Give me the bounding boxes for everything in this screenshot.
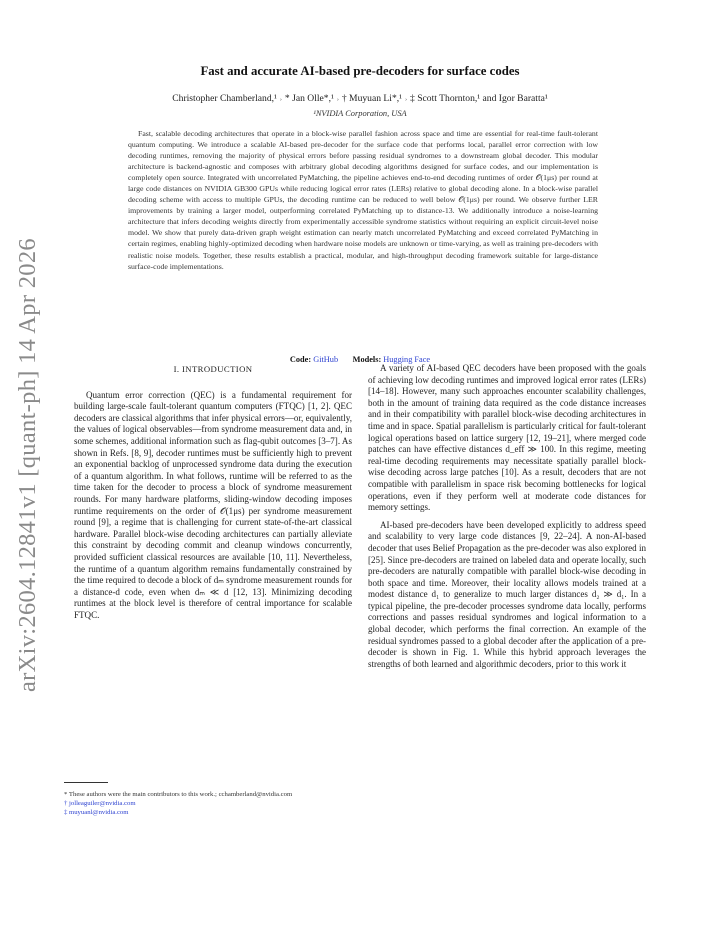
right-column bbox=[368, 363, 646, 670]
author-list: Christopher Chamberland,¹ ˒ * Jan Olle*,¹ ˒ † Muyuan Li*,¹ ˒ ‡ Scott Thornton,¹ and Igor Baratta¹ bbox=[172, 93, 548, 104]
code-label: Code: bbox=[289, 355, 312, 364]
paper-title: Fast and accurate AI-based pre-decoders for surface codes bbox=[200, 64, 520, 78]
section-heading: I. INTRODUCTION bbox=[173, 364, 253, 374]
arxiv-identifier-stamp: arXiv:2604.12841v1 [quant-ph] 14 Apr 2026 bbox=[14, 238, 41, 692]
intro-paragraph: Quantum error correction (QEC) is a fundamental requirement for building large-scale fault-tolerant quantum computers (FTQC) [1, 2]. QEC decoders are classical algorithms that infer physical errors—or, equivalently, the values of logical observables—from syndrome measurement data and, in some schemes, additional information such as flag-qubit outcomes [3–7]. As shown in Refs. [8, 9], decoder runtimes must be sufficiently high to prevent an exponential backlog of unprocessed syndrome data during the execution of a quantum algorithm. In what follows, runtime will be referred to as the time taken for the decoder to process a block of syndrome measurement rounds. For many hardware platforms, sliding-window decoding imposes runtime requirements on the order of 𝒪(1μs) per syndrome measurement round [9], a regime that is challenging for current state-of-the-art classical hardware. Parallel block-wise decoding architectures can partially alleviate this constraint by decoding commit and cleanup windows concurrently, provided sufficient classical resources are available [10, 11]. Nevertheless, the runtime of a quantum algorithm remains fundamentally constrained by the time required to decode a block of dₘ syndrome measurement rounds for a distance-d code, even when dₘ ≪ d [12, 13]. Minimizing decoding runtimes at the block level is therefore of central importance for scalable FTQC. bbox=[74, 389, 352, 620]
footnotes bbox=[64, 790, 364, 817]
footnote-contributors: * These authors were the main contributors to this work.; cchamberland@nvidia.com bbox=[64, 791, 293, 798]
github-link[interactable]: GitHub bbox=[313, 355, 339, 364]
footnote-rule bbox=[64, 782, 108, 783]
models-label: Models: bbox=[352, 355, 382, 364]
footnote-email[interactable]: ‡ muyuanl@nvidia.com bbox=[64, 809, 129, 816]
body-paragraph: AI-based pre-decoders have been developed explicitly to address speed and scalability to very large code distances [9, 22–24]. A non-AI-based decoder that uses Belief Propagation as the pre-decoder was also explored in [25]. Since pre-decoders are trained on labeled data and operate locally, such pre-decoders are naturally compatible with parallel block-wise decoding in both space and time. Moreover, their locality allows models trained at a modest distance d₁ to generalize to much larger distances d₂ ≫ d₁. In a typical pipeline, the pre-decoder processes syndrome data locally, performs corrections and passes residual syndromes and logical information to a global decoder, which performs the final correction. An example of the residual syndromes passed to a global decoder after the application of a pre-decoder is shown in Fig. 1. While this hybrid approach leverages the strengths of both learned and algorithmic decoders, prior to this work it bbox=[368, 519, 646, 669]
left-column bbox=[74, 360, 352, 621]
footnote-email[interactable]: † jolleaguiler@nvidia.com bbox=[64, 800, 136, 807]
abstract: Fast, scalable decoding architectures that operate in a block-wise parallel fashion across space and time are essential for real-time fault-tolerant quantum computing. We introduce a scalable AI-based pre-decoder for the surface code that performs local, parallel error correction with low decoding runtimes, removing the majority of physical errors before passing residual syndromes to a downstream global decoder. This modular architecture is backend-agnostic and composes with arbitrary global decoding algorithms designed for surface codes, and our implementation is completely open source. Integrated with uncorrelated PyMatching, the pipeline achieves end-to-end decoding runtimes of order 𝒪(1μs) per round at large code distances on NVIDIA GB300 GPUs while reducing logical error rates (LERs) relative to global decoding alone. In a block-wise parallel decoding scheme with access to multiple GPUs, the decoding runtime can be reduced to well below 𝒪(1μs) per round. We observe further LER improvements by training a larger model, outperforming correlated PyMatching up to distance-13. We additionally introduce a noise-learning architecture that infers decoding weights directly from experimentally accessible syndrome statistics without requiring an explicit circuit-level noise model. We show that purely data-driven graph weight estimation can nearly match uncorrelated PyMatching and exceed correlated PyMatching in certain regimes, enabling highly-optimized decoding when hardware noise models are unknown or time-varying, as well as training pre-decoders with realistic noise models. Together, these results establish a practical, modular, and high-throughput decoding framework suitable for large-distance surface-code implementations. bbox=[128, 129, 598, 271]
affiliation: ¹NVIDIA Corporation, USA bbox=[313, 109, 407, 118]
hugging-face-link[interactable]: Hugging Face bbox=[383, 355, 431, 364]
body-paragraph: A variety of AI-based QEC decoders have been proposed with the goals of achieving low decoding runtimes and improved logical error rates (LERs) [14–18]. However, many such approaches encounter scalability challenges, both in the amount of training data required as the code distance increases and in their compatibility with parallel block-wise decoding architectures in time and in space. Spatial parallelism is particularly critical for fault-tolerant logical operations based on lattice surgery [12, 19–21], where merged code patches can have effective distances d_eff ≫ 100. In this regime, meeting real-time decoding requirements may necessitate spatially parallel block-wise decoding across large patches [10]. As a result, decoders that are not compatible with parallelism in space risk becoming bottlenecks for logical operations, even if they perform well at moderate code distances for memory settings. bbox=[368, 363, 646, 513]
